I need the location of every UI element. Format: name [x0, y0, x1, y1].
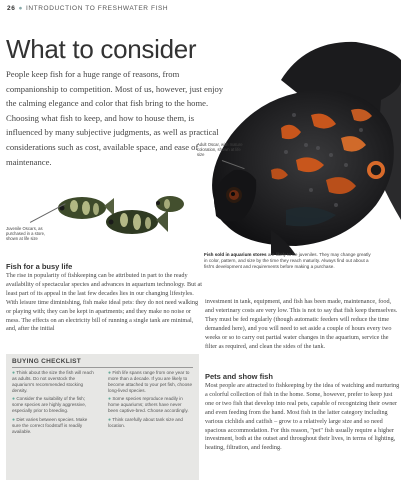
- bullet-icon: ●: [108, 396, 112, 403]
- page-number: 26: [7, 5, 16, 12]
- busy-life-heading: Fish for a busy life: [6, 262, 73, 271]
- bullet-icon: ●: [12, 370, 16, 376]
- busy-life-text-right: investment in tank, equipment, and fish has been made, maintenance, food, and veterinary costs are very low. This is not to say that fish keep themselves. They must be fed regularly (though automatic feeders will reduce the time demanded here), and you will need to set aside a couple of hours every two weeks or so to carry out partial water changes in the aquarium, service the filter as required, and clean the sides of the tank.: [205, 298, 398, 350]
- juvenile-oscars-photo: [52, 184, 187, 244]
- checklist-item: ● Some species reproduce readily in home aquariums; others have never been captive-bred. Choose accordingly.: [108, 396, 189, 414]
- stores-caption-text: are likely to be juveniles. They may change greatly in color, pattern, and size by the time they reach maturity. Always find out about a fish's development and requirements before making a purchase.: [204, 252, 371, 270]
- bullet-icon: ●: [12, 416, 16, 423]
- bullet-icon: ●: [108, 416, 112, 423]
- juvenile-caption: Juvenile Oscars, as purchased in a store, shown at life size: [6, 226, 46, 242]
- checklist-item: ● Fish life spans range from one year to more than a decade. If you are likely to become attached to your pet fish, choose long-lived species.: [108, 370, 193, 393]
- bullet-icon: ●: [18, 5, 23, 12]
- stores-caption-lead: Fish sold in aquarium stores: [204, 252, 267, 257]
- pets-text: Most people are attracted to fishkeeping by the idea of watching and nurturing a colorful collection of fish in the home. Some, however, prefer to keep just one or two fish that develop into real pets, capable of recognizing their owner and even feeding from the hand. Most fish in the latter category including various cichlids and catfish – grow to a relatively large size and so need spacious accommodation. For this reason, "pet" fish usually require a higher investment, both at the outset and throughout their lives, in terms of lighting, heating, filtration, and feeding.: [205, 382, 400, 452]
- intro-paragraph: People keep fish for a huge range of reasons, from companionship to competition. Most of us, however, just enjoy the calming elegance and color that fish bring to the home. Choosing what fish to keep, and how to house them, is influenced by many subjective judgments, as well as practical considerations such as cost, available space, and ease of maintenance.: [6, 69, 224, 167]
- page-title: What to consider: [6, 34, 197, 64]
- checklist-item: ● Consider the suitability of the fish; some species are highly aggressive, especially prior to breeding.: [12, 396, 87, 414]
- pets-heading: Pets and show fish: [205, 372, 273, 381]
- running-head: [7, 5, 168, 12]
- adult-caption: Adult Oscar, with mature coloration, shown at life size: [197, 142, 243, 158]
- busy-life-text-left: The rise in popularity of fishkeeping can be attributed in part to the ready availability of spectacular species and advances in aquarium technology. But at least part of its appeal in the last few decades lies in our changing lifestyles. With leisure time diminishing, fish make ideal pets: they do not need walking or playing with; they can be kept in apartments; and they make no noise or mess. The effects on an electricity bill of running a single tank are minimal, and, after the initial: [6, 272, 202, 333]
- buying-checklist: [6, 354, 199, 480]
- checklist-item: ● Diet varies between species. Make sure the correct foodstuff is readily available.: [12, 416, 88, 434]
- stores-caption: [204, 252, 372, 271]
- checklist-column-right: [108, 370, 193, 431]
- checklist-item: ● Think carefully about tank size and location.: [108, 416, 183, 428]
- section-title: INTRODUCTION TO FRESHWATER FISH: [25, 5, 169, 12]
- checklist-item: ● Think about the size the fish will reach as adults. Do not overstock the aquarium's recommended stocking density.: [12, 370, 94, 393]
- checklist-title: BUYING CHECKLIST: [12, 358, 82, 365]
- bullet-icon: ●: [12, 396, 16, 403]
- bullet-icon: ●: [108, 370, 112, 376]
- checklist-column-left: [12, 370, 97, 437]
- checklist-divider: [12, 367, 193, 368]
